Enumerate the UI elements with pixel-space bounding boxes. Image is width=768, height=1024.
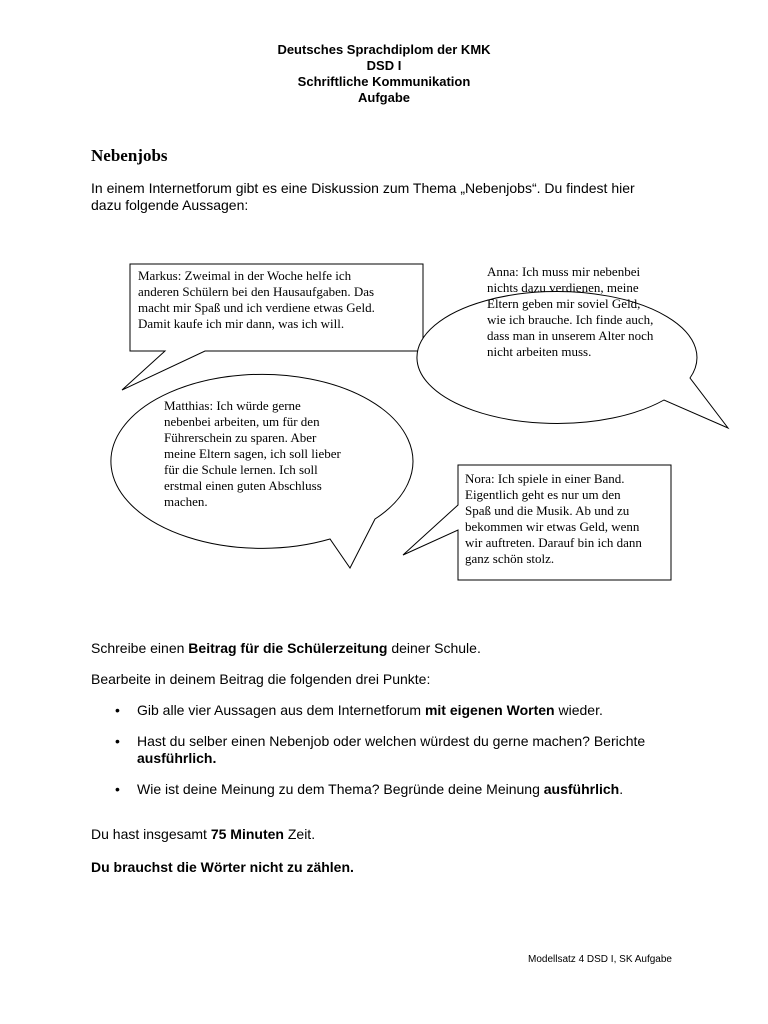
nora-statement: Nora: Ich spiele in einer Band. Eigentlich geht es nur um den Spaß und die Musik. Ab und zu bekommen wir etwas Geld, wenn wir auftreten. Darauf bin ich dann ganz schön stolz. bbox=[465, 471, 642, 566]
task-emphasis: Beitrag für die Schülerzeitung bbox=[188, 640, 388, 656]
anna-statement: Anna: Ich muss mir nebenbei nichts dazu verdienen, meine Eltern geben mir soviel Geld, wie ich brauche. Ich finde auch, dass man in unserem Alter noch nicht arbeiten muss. bbox=[487, 264, 654, 359]
bullet-item-3: • Wie ist deine Meinung zu dem Thema? Begründe deine Meinung ausführlich. bbox=[111, 781, 671, 798]
header-line-3: Schriftliche Kommunikation bbox=[297, 74, 471, 89]
task-paragraph-1: Schreibe einen Beitrag für die Schülerzeitung deiner Schule. bbox=[91, 640, 481, 656]
page-footer: Modellsatz 4 DSD I, SK Aufgabe bbox=[528, 954, 672, 965]
time-limit-text: Du hast insgesamt 75 Minuten Zeit. bbox=[91, 826, 316, 842]
word-count-note: Du brauchst die Wörter nicht zu zählen. bbox=[91, 859, 354, 875]
header-line-4: Aufgabe bbox=[358, 90, 410, 105]
header-line-2: DSD I bbox=[366, 58, 402, 73]
header-line-1: Deutsches Sprachdiplom der KMK bbox=[277, 42, 491, 57]
task-bullet-list bbox=[111, 702, 671, 812]
markus-statement: Markus: Zweimal in der Woche helfe ich anderen Schülern bei den Hausaufgaben. Das macht mir Spaß und ich verdiene etwas Geld. Damit kaufe ich mir dann, was ich will. bbox=[138, 268, 375, 331]
bullet-item-2: • Hast du selber einen Nebenjob oder welchen würdest du gerne machen? Berichte ausführlich. bbox=[111, 733, 671, 767]
page-title: Nebenjobs bbox=[91, 146, 168, 165]
task-paragraph-2: Bearbeite in deinem Beitrag die folgenden drei Punkte: bbox=[91, 671, 431, 687]
matthias-statement: Matthias: Ich würde gerne nebenbei arbeiten, um für den Führerschein zu sparen. Aber meine Eltern sagen, ich soll lieber für die Schule lernen. Ich soll erstmal einen guten Abschluss machen. bbox=[164, 398, 341, 509]
intro-text: In einem Internetforum gibt es eine Diskussion zum Thema „Nebenjobs“. Du findest hier dazu folgende Aussagen: bbox=[91, 180, 635, 213]
bullet-item-1: • Gib alle vier Aussagen aus dem Internetforum mit eigenen Worten wieder. bbox=[111, 702, 671, 719]
